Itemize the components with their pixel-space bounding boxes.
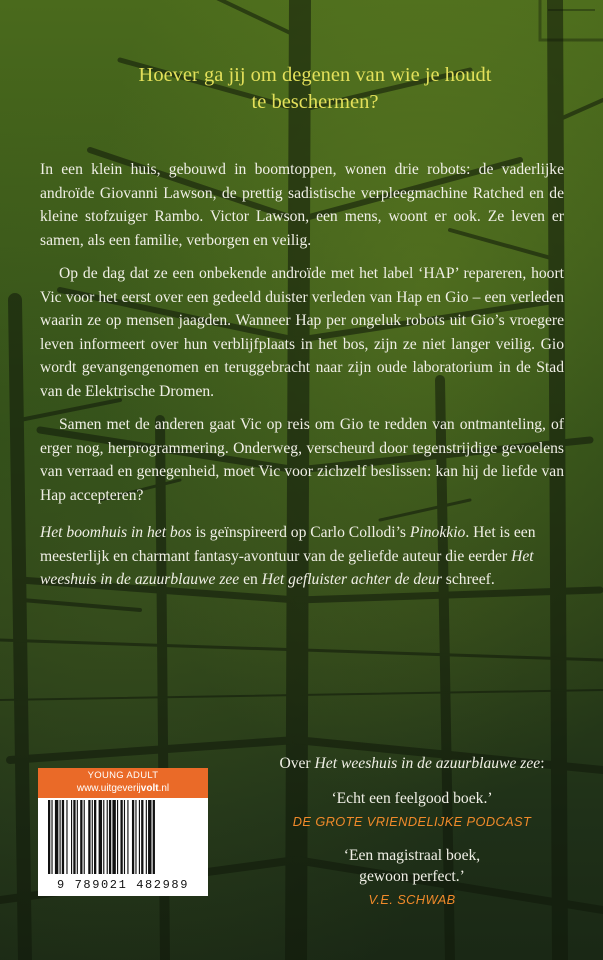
- barcode-bar: [92, 800, 93, 874]
- book-title: Het boomhuis in het bos: [40, 524, 192, 541]
- barcode-bar: [103, 800, 104, 874]
- blurb-paragraph-4: [40, 521, 564, 592]
- barcode-bar: [112, 800, 115, 874]
- barcode-bar: [120, 800, 122, 874]
- barcode-bar: [153, 800, 155, 874]
- reviews-intro-book-title: Het weeshuis in de azuurblauwe zee: [314, 755, 541, 772]
- barcode-bar: [132, 800, 134, 874]
- barcode-bar: [135, 800, 136, 874]
- barcode-bar: [127, 800, 128, 874]
- pinokkio-title: Pinokkio: [409, 524, 466, 541]
- isbn-number: 9 789021 482989: [56, 878, 190, 892]
- barcode-bar: [77, 800, 78, 874]
- blurb-text: [40, 158, 564, 602]
- barcode-bar: [71, 800, 72, 874]
- barcode-bar: [148, 800, 151, 874]
- barcode-bar: [109, 800, 111, 874]
- other-book-title-2: Het gefluister achter de deur: [261, 571, 442, 588]
- barcode-bar: [62, 800, 64, 874]
- review-quote-1: [250, 788, 574, 832]
- barcode-bar: [51, 800, 52, 874]
- review-quote-2-line-1: ‘Een magistraal boek,: [343, 847, 481, 864]
- reviews-intro: [260, 753, 564, 775]
- barcode-bar: [117, 800, 118, 874]
- blurb-paragraph-1: In een klein huis, gebouwd in boomtoppen, wonen drie robots: de vaderlijke androïde Giovanni Lawson, de prettig sadistische verpleegmachine Ratched en de kleine stofzuiger Rambo. Victor Lawson, een mens, woont er ook. Ze leven er samen, als een familie, verborgen en veilig.: [40, 161, 564, 249]
- barcode-bar: [66, 800, 67, 874]
- barcode-bar: [107, 800, 108, 874]
- review-quote-1-source: DE GROTE VRIENDELIJKE PODCAST: [292, 814, 532, 829]
- barcode-bar: [73, 800, 75, 874]
- blurb-text-segment: is geïnspireerd op Carlo Collodi’s: [191, 524, 410, 541]
- review-quote-1-text: ‘Echt een feelgood boek.’: [331, 790, 493, 807]
- barcode-bar: [80, 800, 82, 874]
- tagline-line-2: te beschermen?: [251, 91, 379, 113]
- barcode-bar: [60, 800, 61, 874]
- barcode-bar: [124, 800, 125, 874]
- reviews-intro-prefix: Over: [279, 755, 315, 772]
- barcode-bar: [94, 800, 96, 874]
- barcode-bar: [84, 800, 85, 874]
- category-label: YOUNG ADULT: [87, 770, 159, 781]
- barcode-bar: [141, 800, 143, 874]
- review-quote-2: [250, 845, 574, 910]
- publisher-url: [38, 782, 208, 795]
- url-bold: volt: [140, 783, 159, 794]
- publisher-band: [38, 768, 208, 798]
- barcode-bar: [55, 800, 58, 874]
- url-prefix: www.uitgeverij: [76, 783, 141, 794]
- blurb-text-segment: . Het is een meesterlijk en charmant fantasy-avontuur van de geliefde auteur die eerder: [40, 524, 536, 565]
- blurb-text-segment: en: [239, 571, 262, 588]
- barcode-bar: [146, 800, 147, 874]
- blurb-paragraph-3: Samen met de anderen gaat Vic op reis om Gio te redden van ontmanteling, of erger nog, herprogrammering. Onderweg, verscheurd door tegenstrijdige gevoelens van verraad en genegenheid, moet Vic voor zichzelf beslissen: kan hij de liefde van Hap accepteren?: [40, 416, 564, 504]
- blurb-text-segment: schreef.: [441, 571, 495, 588]
- barcode-bar: [99, 800, 102, 874]
- tagline-line-1: Hoever ga jij om degenen van wie je houdt: [138, 64, 492, 86]
- barcode: [44, 800, 202, 876]
- isbn-barcode-label: [38, 768, 208, 896]
- other-book-title-1: Het weeshuis in de azuurblauwe zee: [40, 547, 534, 588]
- review-quote-2-line-2: gewoon perfect.’: [359, 868, 465, 885]
- barcode-bar: [48, 800, 50, 874]
- review-quote-2-source: V.E. SCHWAB: [368, 892, 456, 907]
- barcode-bar: [88, 800, 90, 874]
- reviews-intro-suffix: :: [540, 755, 545, 772]
- blurb-paragraph-2: Op de dag dat ze een onbekende androïde met het label ‘HAP’ repareren, hoort Vic voor het eerst over een gedeeld duister verleden van Hap en Gio – een verleden waarin ze op mensen jaagden. Wanneer Hap per ongeluk robots uit Gio’s vroegere leven informeert over hun verblijfplaats in het bos, zijn ze niet langer veilig. Gio wordt gevangengenomen en teruggebracht naar zijn oude laboratorium in de Stad van de Elektrische Dromen.: [40, 265, 564, 400]
- tagline: [100, 62, 530, 116]
- barcode-bar: [139, 800, 140, 874]
- url-suffix: .nl: [158, 783, 170, 794]
